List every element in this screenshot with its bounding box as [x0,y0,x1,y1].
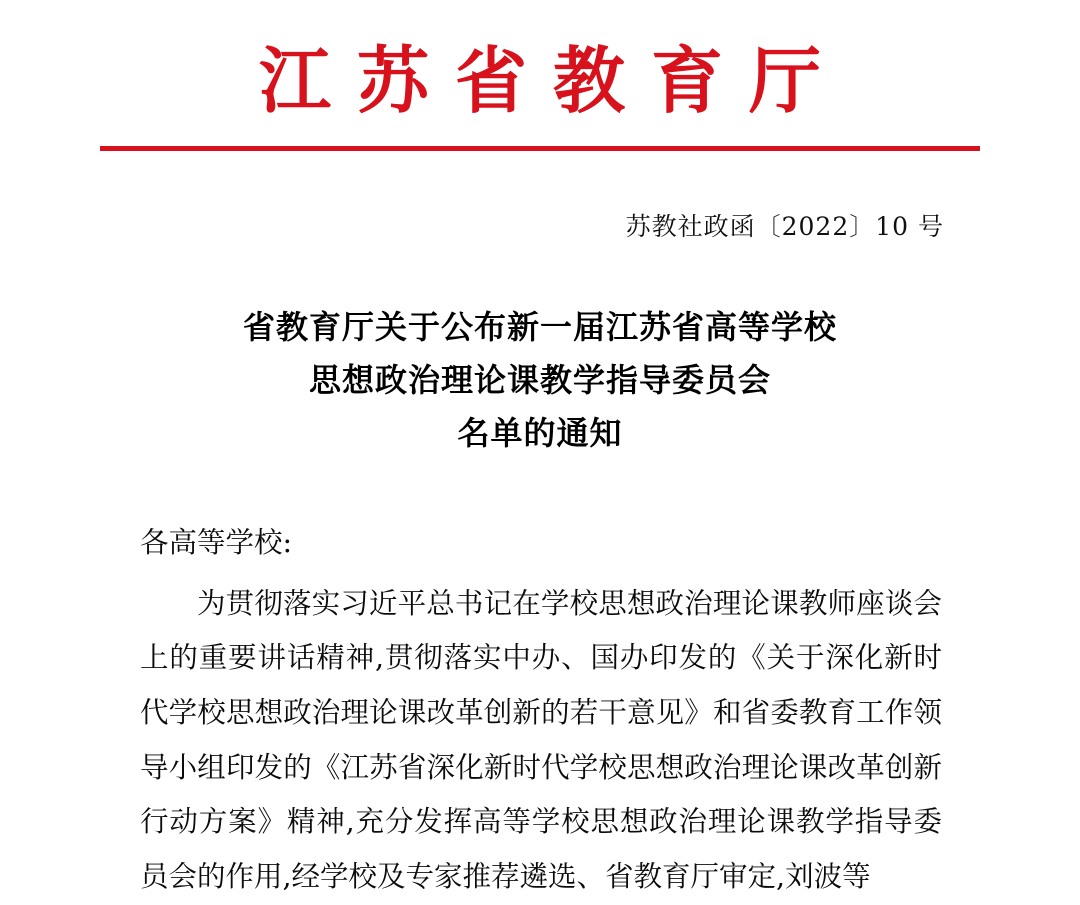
issuing-organization: 江苏省教育厅 [258,38,847,123]
document-title-line: 思想政治理论课教学指导委员会 [308,361,771,400]
salutation: 各高等学校: [140,525,293,559]
document-number: 苏教社政函〔2022〕10 号 [625,212,944,242]
letterhead [0,0,1080,151]
document-title [0,301,1080,459]
letterhead-divider [100,146,980,151]
document-title-line: 名单的通知 [457,413,623,452]
document-body [0,516,1080,905]
document-title-line: 省教育厅关于公布新一届江苏省高等学校 [242,308,837,347]
body-paragraph: 为贯彻落实习近平总书记在学校思想政治理论课教师座谈会上的重要讲话精神,贯彻落实中办、国办印发的《关于深化新时代学校思想政治理论课改革创新的若干意见》和省委教育工作领导小组印发的《江苏省深化新时代学校思想政治理论课改革创新行动方案》精神,充分发挥高等学校思想政治理论课教学指导委员会的作用,经学校及专家推荐遴选、省教育厅审定,刘波等 [140,586,942,894]
